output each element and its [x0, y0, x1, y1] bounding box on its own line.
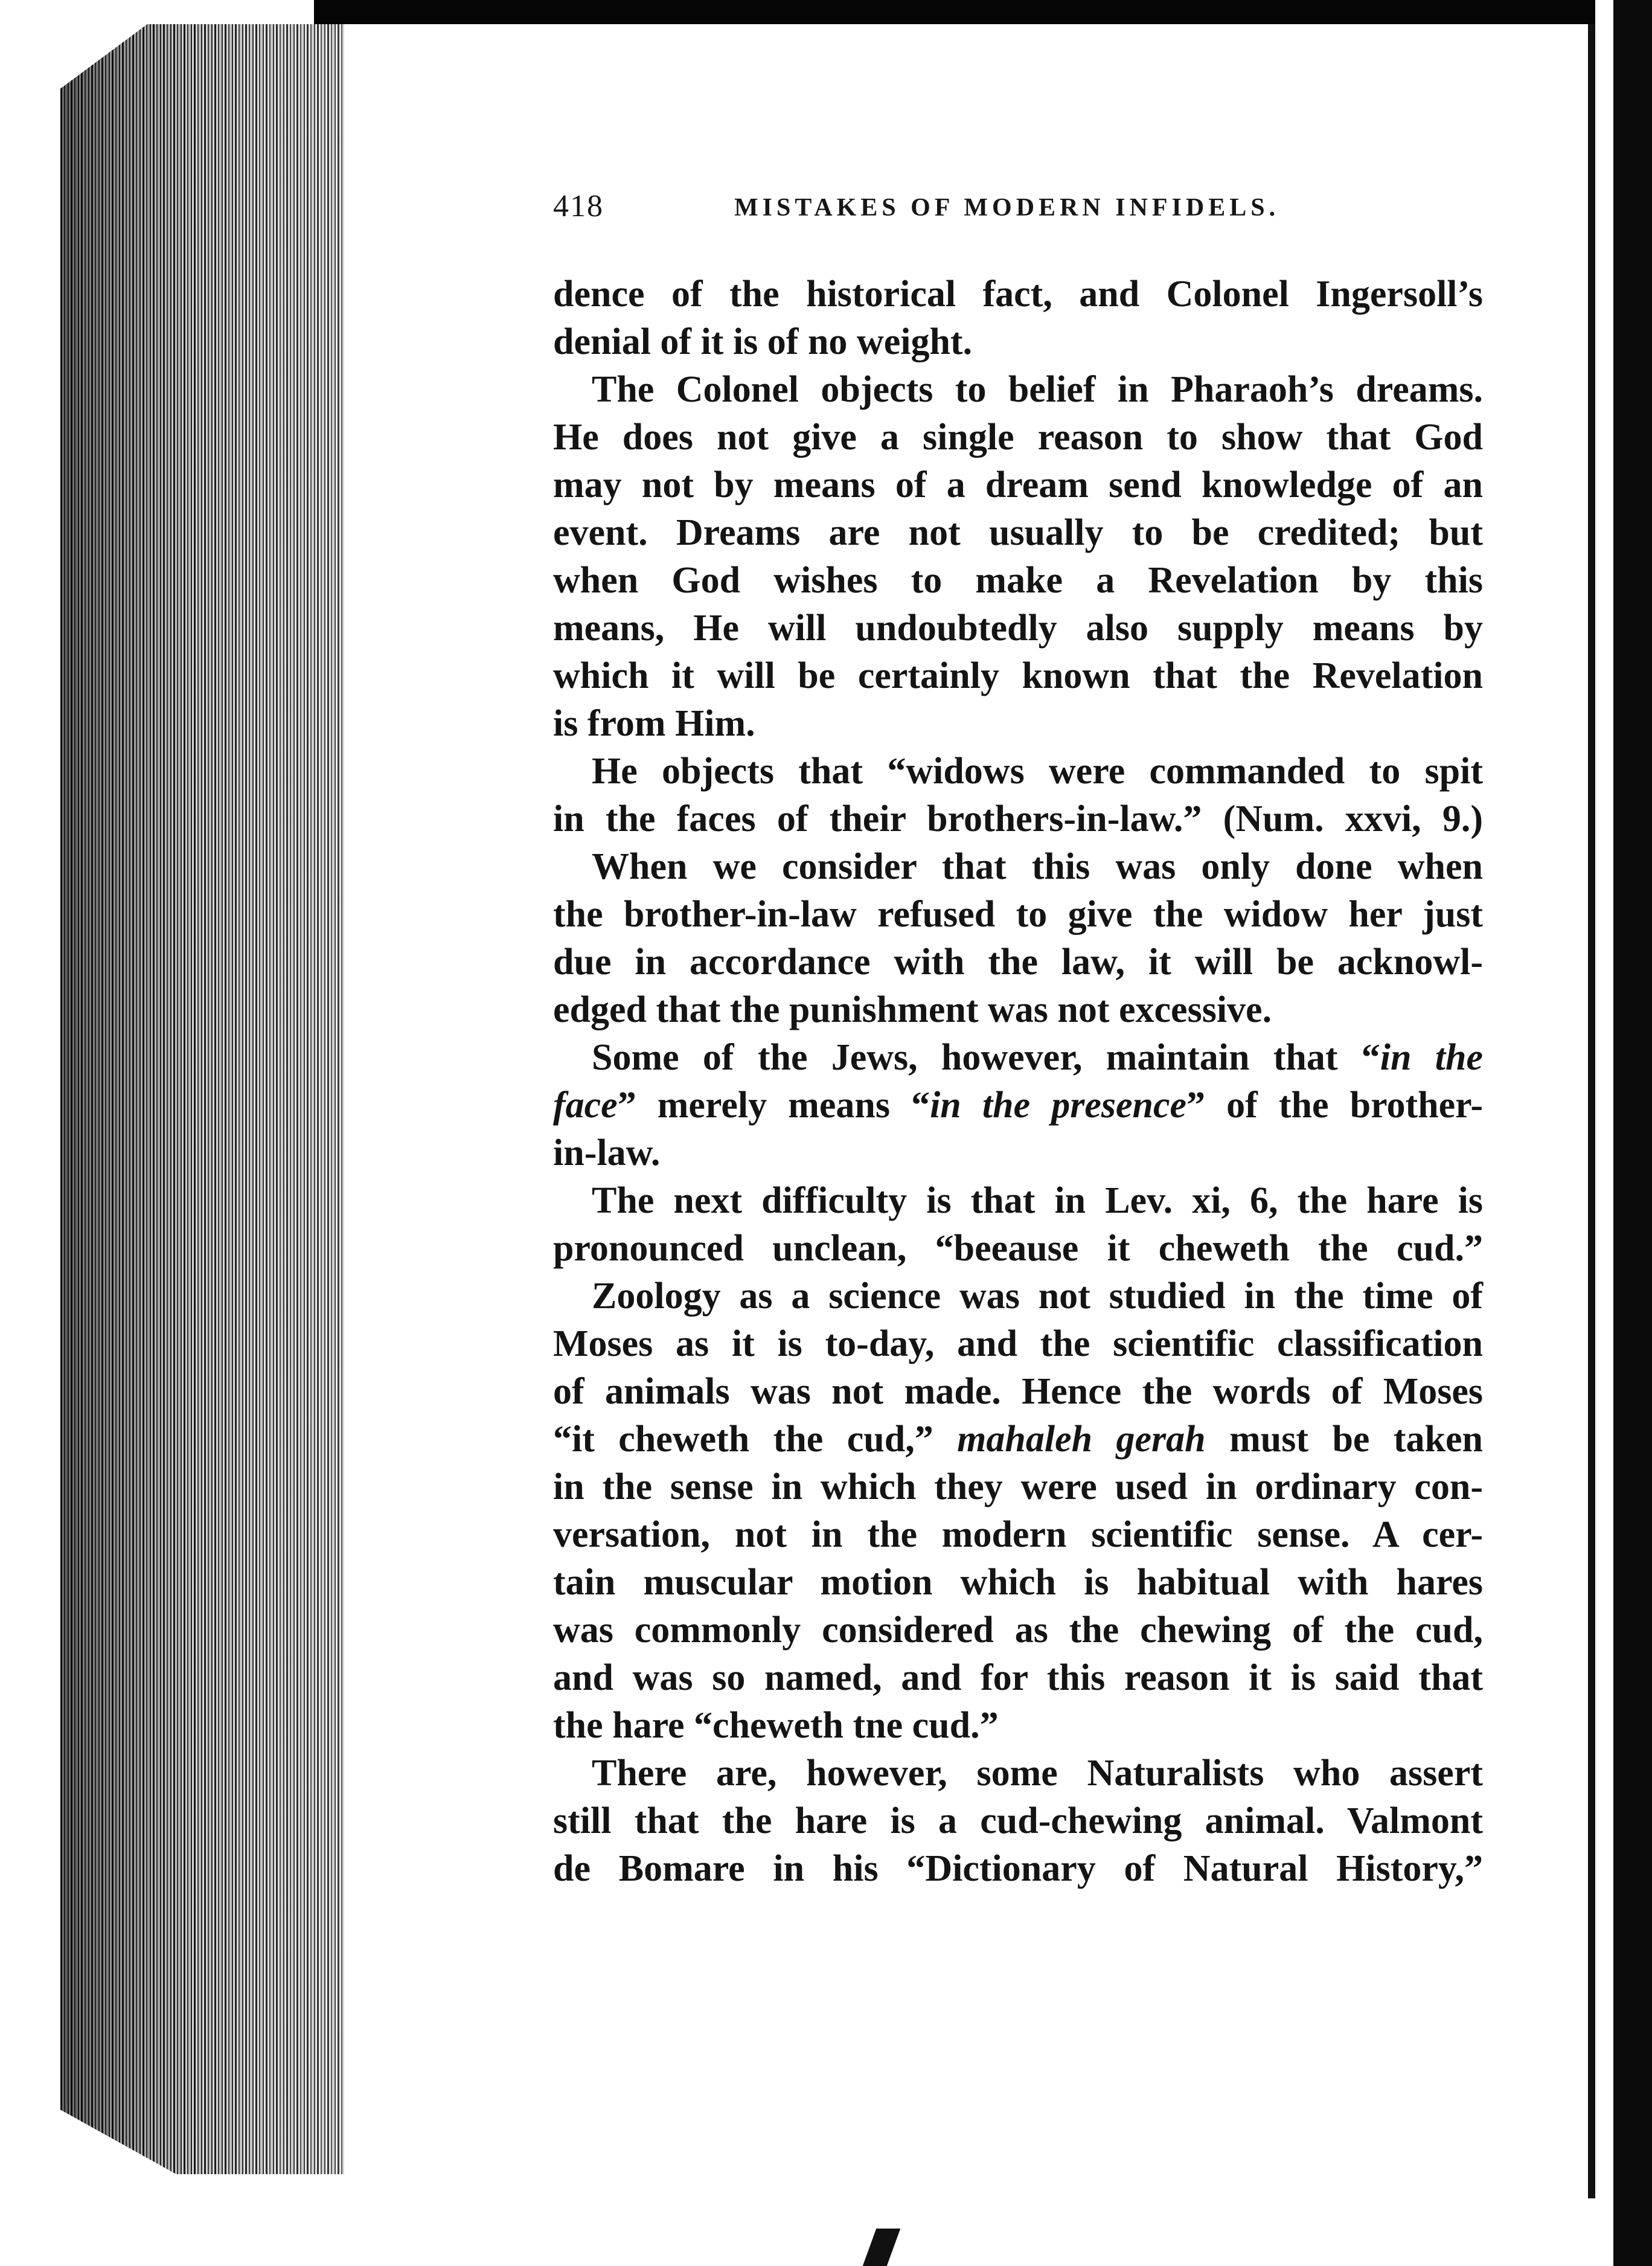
text-line [553, 1034, 1483, 1082]
text-line: due in accordance with the law, it will be acknowl- [553, 942, 1483, 983]
text-line: may not by means of a dream send knowledge of an [553, 464, 1483, 506]
text-line: and was so named, and for this reason it is said that [553, 1657, 1483, 1698]
text-line: in-law. [553, 1132, 661, 1173]
text-line: When we consider that this was only done when [592, 846, 1483, 887]
body-text [553, 271, 1483, 1893]
text-line: was commonly considered as the chewing of the cud, [553, 1610, 1483, 1651]
text-run: ” merely means “ [617, 1085, 930, 1126]
text-line: The next difficulty is that in Lev. xi, 6, the hare is [592, 1180, 1483, 1221]
scan-right-border [1613, 0, 1652, 2266]
italic-run: in the [1380, 1037, 1483, 1078]
text-line: There are, however, some Naturalists who assert [592, 1753, 1483, 1794]
text-line: event. Dreams are not usually to be credited; but [553, 512, 1483, 553]
text-run: ” of the brother- [1186, 1085, 1483, 1126]
text-line: is from Him. [553, 703, 755, 744]
running-head [553, 188, 1483, 225]
text-line: denial of it is of no weight. [553, 321, 973, 362]
running-head-title: MISTAKES OF MODERN INFIDELS. [734, 194, 1280, 222]
italic-run: mahaleh gerah [957, 1419, 1206, 1460]
text-line: The Colonel objects to belief in Pharaoh’s dreams. [592, 369, 1483, 410]
text-line: versation, not in the modern scientific sense. A cer- [553, 1514, 1483, 1555]
text-line: which it will be certainly known that the Revelation [553, 655, 1483, 696]
text-line: of animals was not made. Hence the words of Moses [553, 1371, 1483, 1412]
text-line: in the sense in which they were used in ordinary con- [553, 1466, 1483, 1507]
page-number: 418 [553, 189, 604, 223]
text-line: de Bomare in his “Dictionary of Natural History,” [553, 1848, 1483, 1889]
text-line: the brother-in-law refused to give the widow her just [553, 894, 1483, 935]
text-line: He does not give a single reason to show that God [553, 417, 1483, 458]
text-line: edged that the punishment was not excessive. [553, 989, 1272, 1030]
text-line: pronounced unclean, “beeause it cheweth the cud.” [553, 1228, 1483, 1269]
text-run: Some of the Jews, however, maintain that “ [592, 1037, 1380, 1078]
text-line: Zoology as a science was not studied in the time of [592, 1276, 1483, 1317]
text-run: “it cheweth the cud,” [553, 1419, 958, 1460]
text-line: when God wishes to make a Revelation by this [553, 560, 1483, 601]
text-line: tain muscular motion which is habitual with hares [553, 1562, 1483, 1603]
text-line: means, He will undoubtedly also supply means by [553, 608, 1483, 649]
text-line: Moses as it is to-day, and the scientific classification [553, 1323, 1483, 1364]
italic-run: in the presence [930, 1085, 1187, 1126]
text-line: still that the hare is a cud-chewing animal. Valmont [553, 1800, 1483, 1841]
text-line [553, 1416, 1483, 1463]
text-line [553, 1082, 1483, 1129]
book-page-edges-shadow [60, 24, 350, 2174]
scan-top-border [314, 0, 1652, 24]
text-line: dence of the historical fact, and Colonel Ingersoll’s [553, 274, 1483, 315]
text-line: the hare “cheweth tne cud.” [553, 1705, 999, 1746]
italic-run: face [553, 1085, 618, 1126]
scan-right-margin [1595, 0, 1613, 2266]
text-run: must be taken [1205, 1419, 1483, 1460]
scan-bottom-margin [314, 2198, 1612, 2266]
text-line: He objects that “widows were commanded to spit [592, 751, 1483, 792]
text-line: in the faces of their brothers-in-law.” (Num. xxvi, 9.) [553, 798, 1483, 839]
